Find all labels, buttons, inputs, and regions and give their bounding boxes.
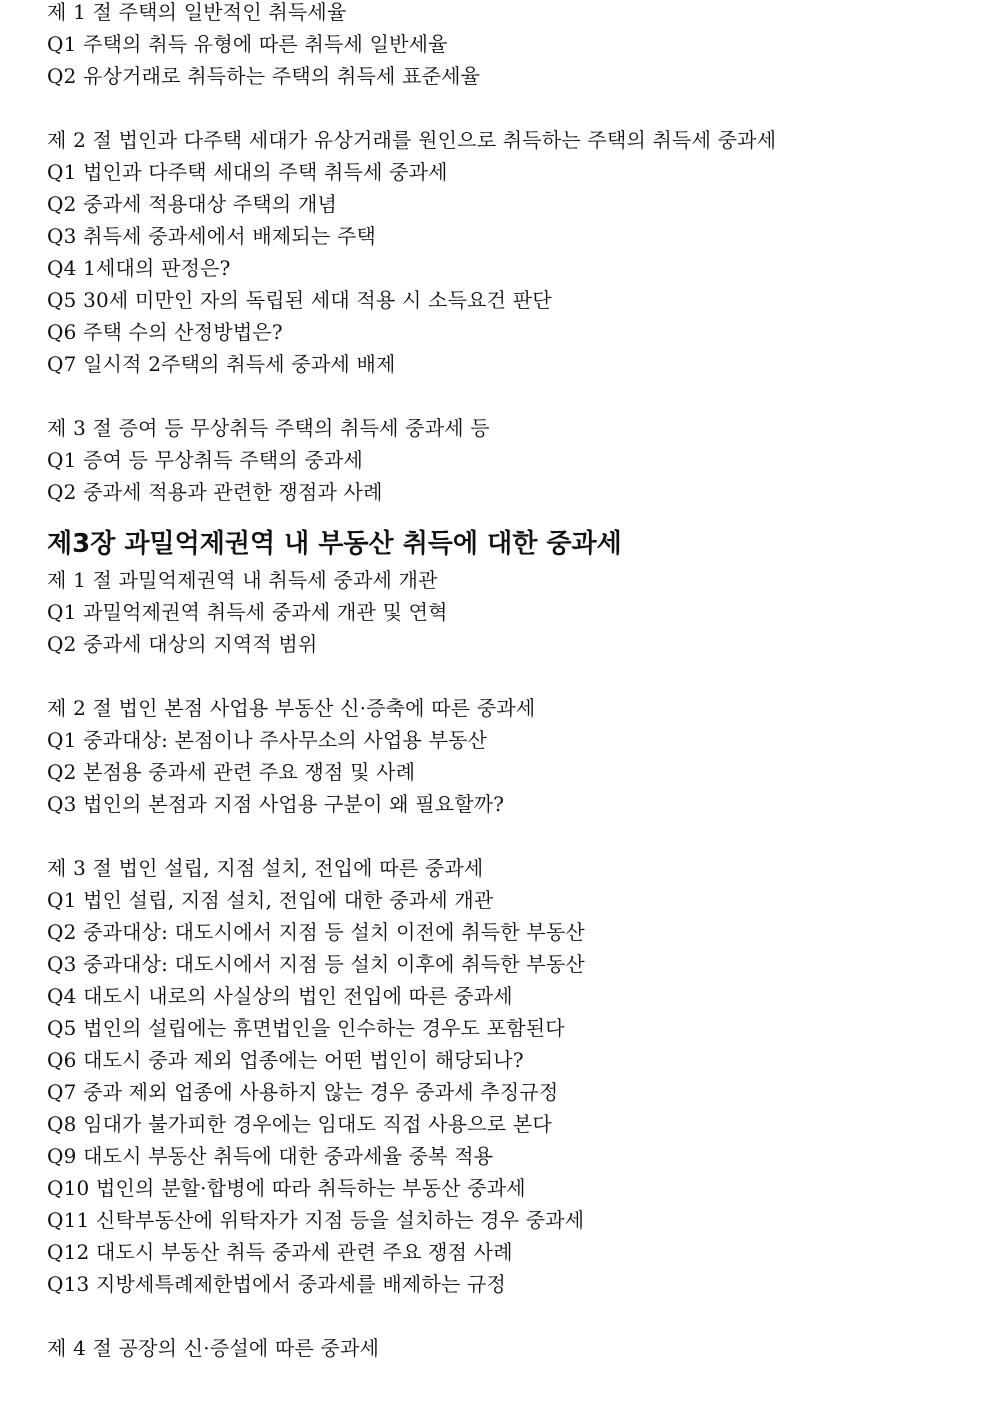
spacer — [47, 92, 967, 124]
question-item: Q2 중과대상: 대도시에서 지점 등 설치 이전에 취득한 부동산 — [47, 920, 585, 944]
section-title: 제 2 절 법인과 다주택 세대가 유상거래를 원인으로 취득하는 주택의 취득세 중과세 — [47, 128, 777, 152]
question-item: Q1 과밀억제권역 취득세 중과세 개관 및 연혁 — [47, 600, 448, 624]
question-item: Q2 유상거래로 취득하는 주택의 취득세 표준세율 — [47, 64, 481, 88]
question-item: Q5 법인의 설립에는 휴면법인을 인수하는 경우도 포함된다 — [47, 1016, 565, 1040]
section-title: 제 2 절 법인 본점 사업용 부동산 신·증축에 따른 중과세 — [47, 696, 536, 720]
question-item: Q2 본점용 중과세 관련 주요 쟁점 및 사례 — [47, 760, 416, 784]
spacer — [47, 660, 967, 692]
question-item: Q1 중과대상: 본점이나 주사무소의 사업용 부동산 — [47, 728, 488, 752]
question-item: Q1 법인 설립, 지점 설치, 전입에 대한 중과세 개관 — [47, 888, 494, 912]
spacer — [47, 820, 967, 852]
question-item: Q3 중과대상: 대도시에서 지점 등 설치 이후에 취득한 부동산 — [47, 952, 585, 976]
question-item: Q6 주택 수의 산정방법은? — [47, 320, 283, 344]
question-item: Q5 30세 미만인 자의 독립된 세대 적용 시 소득요건 판단 — [47, 288, 552, 312]
question-item: Q7 중과 제외 업종에 사용하지 않는 경우 중과세 추징규정 — [47, 1080, 559, 1104]
section-title: 제 3 절 법인 설립, 지점 설치, 전입에 따른 중과세 — [47, 856, 484, 880]
question-item: Q3 취득세 중과세에서 배제되는 주택 — [47, 224, 377, 248]
question-item: Q2 중과세 적용대상 주택의 개념 — [47, 192, 337, 216]
question-item: Q13 지방세특례제한법에서 중과세를 배제하는 규정 — [47, 1272, 507, 1296]
question-item: Q2 중과세 적용과 관련한 쟁점과 사례 — [47, 480, 383, 504]
chapter-title: 제3장 과밀억제권역 내 부동산 취득에 대한 중과세 — [47, 529, 622, 559]
question-item: Q7 일시적 2주택의 취득세 중과세 배제 — [47, 352, 396, 376]
section-title: 제 3 절 증여 등 무상취득 주택의 취득세 중과세 등 — [47, 416, 490, 440]
section-title: 제 1 절 주택의 일반적인 취득세율 — [47, 0, 347, 24]
question-item: Q3 법인의 본점과 지점 사업용 구분이 왜 필요할까? — [47, 792, 505, 816]
spacer — [47, 1300, 967, 1332]
section-title: 제 4 절 공장의 신·증설에 따른 중과세 — [47, 1336, 380, 1360]
section-title: 제 1 절 과밀억제권역 내 취득세 중과세 개관 — [47, 568, 438, 592]
spacer — [47, 380, 967, 412]
question-item: Q1 법인과 다주택 세대의 주택 취득세 중과세 — [47, 160, 448, 184]
question-item: Q8 임대가 불가피한 경우에는 임대도 직접 사용으로 본다 — [47, 1112, 552, 1136]
question-item: Q12 대도시 부동산 취득 중과세 관련 주요 쟁점 사례 — [47, 1240, 513, 1264]
question-item: Q4 1세대의 판정은? — [47, 256, 231, 280]
question-item: Q4 대도시 내로의 사실상의 법인 전입에 따른 중과세 — [47, 984, 513, 1008]
question-item: Q1 주택의 취득 유형에 따른 취득세 일반세율 — [47, 32, 448, 56]
question-item: Q2 중과세 대상의 지역적 범위 — [47, 632, 318, 656]
document-page — [47, 0, 967, 1364]
question-item: Q6 대도시 중과 제외 업종에는 어떤 법인이 해당되나? — [47, 1048, 524, 1072]
question-item: Q9 대도시 부동산 취득에 대한 중과세율 중복 적용 — [47, 1144, 494, 1168]
question-item: Q10 법인의 분할·합병에 따라 취득하는 부동산 중과세 — [47, 1176, 526, 1200]
question-item: Q11 신탁부동산에 위탁자가 지점 등을 설치하는 경우 중과세 — [47, 1208, 585, 1232]
question-item: Q1 증여 등 무상취득 주택의 중과세 — [47, 448, 364, 472]
